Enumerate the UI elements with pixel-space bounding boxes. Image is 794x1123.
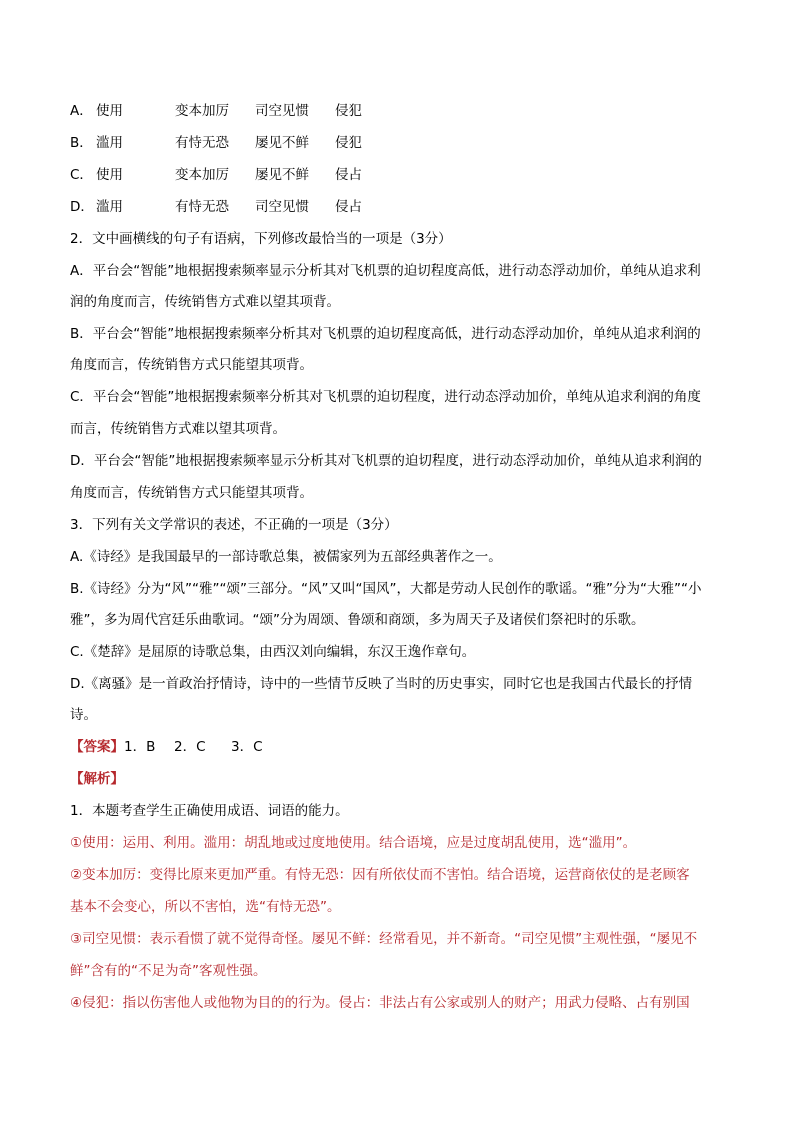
option-word: 侵犯 xyxy=(335,135,362,151)
question-2-stem: 2．文中画横线的句子有语病，下列修改最恰当的一项是（3分） xyxy=(70,231,452,247)
q2-option-b-line1: B．平台会“智能”地根据搜索频率分析其对飞机票的迫切程度高低，进行动态浮动加价，单纯从追求利润的 xyxy=(70,326,701,342)
option-word: 侵犯 xyxy=(335,103,362,119)
q3-option-c: C.《楚辞》是屈原的诗歌总集，由西汉刘向编辑，东汉王逸作章句。 xyxy=(70,644,476,660)
analysis-point-2-line2: 基本不会变心，所以不害怕，选“有恃无恐”。 xyxy=(70,899,341,915)
q2-option-d-line2: 角度而言，传统销售方式只能望其项背。 xyxy=(70,485,313,501)
q2-option-d-line1: D．平台会“智能”地根据搜索频率显示分析其对飞机票的迫切程度，进行动态浮动加价，单纯从追求利润的 xyxy=(70,453,702,469)
option-letter: D． xyxy=(70,199,94,215)
answer-label: 【答案】 xyxy=(70,739,124,755)
q2-option-a-line2: 润的角度而言，传统销售方式难以望其项背。 xyxy=(70,294,340,310)
option-word: 有恃无恐 xyxy=(175,135,229,151)
q3-option-d-line1: D.《离骚》是一首政治抒情诗，诗中的一些情节反映了当时的历史事实，同时它也是我国古代最长的抒情 xyxy=(70,676,693,692)
analysis-point-3-line1: ③司空见惯：表示看惯了就不觉得奇怪。屡见不鲜：经常看见，并不新奇。“司空见惯”主观性强，“屡见不 xyxy=(70,931,698,947)
option-word: 司空见惯 xyxy=(255,103,309,119)
answer-1: 1．B xyxy=(124,739,156,755)
q2-option-a-line1: A．平台会“智能”地根据搜索频率显示分析其对飞机票的迫切程度高低，进行动态浮动加价，单纯从追求利 xyxy=(70,263,701,279)
option-word: 变本加厉 xyxy=(175,167,229,183)
analysis-point-4: ④侵犯：指以伤害他人或他物为目的的行为。侵占：非法占有公家或别人的财产；用武力侵略、占有别国 xyxy=(70,995,690,1011)
option-word: 屡见不鲜 xyxy=(255,135,309,151)
option-word: 滥用 xyxy=(96,135,123,151)
q3-option-b-line2: 雅”，多为周代宫廷乐曲歌词。“颂”分为周颂、鲁颂和商颂，多为周天子及诸侯们祭祀时的乐歌。 xyxy=(70,612,645,628)
option-word: 侵占 xyxy=(335,199,362,215)
option-word: 变本加厉 xyxy=(175,103,229,119)
q2-option-c-line1: C．平台会“智能”地根据搜索频率分析其对飞机票的迫切程度，进行动态浮动加价，单纯从追求利润的角度 xyxy=(70,389,701,405)
option-letter: B． xyxy=(70,135,93,151)
option-a-row xyxy=(70,102,362,120)
option-c-row xyxy=(70,166,362,184)
q2-option-b-line2: 角度而言，传统销售方式只能望其项背。 xyxy=(70,357,313,373)
analysis-point-3-line2: 鲜”含有的“不足为奇”客观性强。 xyxy=(70,963,267,979)
option-b-row xyxy=(70,134,362,152)
analysis-point-1: ①使用：运用、利用。滥用：胡乱地或过度地使用。结合语境，应是过度胡乱使用，选“滥用”。 xyxy=(70,835,637,851)
q3-option-a: A.《诗经》是我国最早的一部诗歌总集，被儒家列为五部经典著作之一。 xyxy=(70,549,502,565)
question-3-stem: 3．下列有关文学常识的表述，不正确的一项是（3分） xyxy=(70,517,398,533)
option-letter: A． xyxy=(70,103,93,119)
option-word: 有恃无恐 xyxy=(175,199,229,215)
option-word: 使用 xyxy=(96,103,123,119)
q3-option-b-line1: B.《诗经》分为“风”“雅”“颂”三部分。“风”又叫“国风”，大都是劳动人民创作的歌谣。“雅”分为“大雅”“小 xyxy=(70,581,702,597)
analysis-label: 【解析】 xyxy=(70,771,124,787)
answer-row xyxy=(70,738,263,756)
analysis-point-2-line1: ②变本加厉：变得比原来更加严重。有恃无恐：因有所依仗而不害怕。结合语境，运营商依仗的是老顾客 xyxy=(70,867,690,883)
answer-2: 2．C xyxy=(174,739,206,755)
answer-3: 3．C xyxy=(231,739,263,755)
option-word: 司空见惯 xyxy=(255,199,309,215)
analysis-intro: 1．本题考查学生正确使用成语、词语的能力。 xyxy=(70,803,349,819)
q2-option-c-line2: 而言，传统销售方式难以望其项背。 xyxy=(70,421,286,437)
option-letter: C． xyxy=(70,167,93,183)
option-word: 使用 xyxy=(96,167,123,183)
q3-option-d-line2: 诗。 xyxy=(70,707,97,723)
option-word: 滥用 xyxy=(96,199,123,215)
option-d-row xyxy=(70,198,362,216)
option-word: 屡见不鲜 xyxy=(255,167,309,183)
option-word: 侵占 xyxy=(335,167,362,183)
